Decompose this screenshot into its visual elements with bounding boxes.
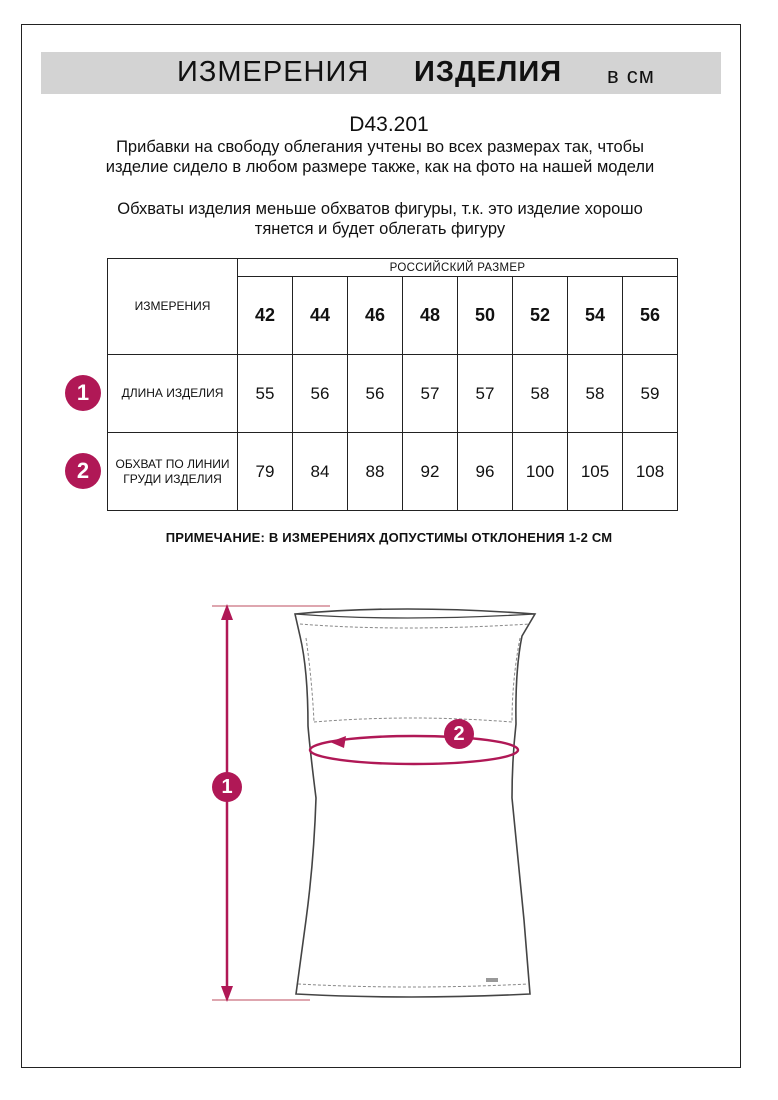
- value-cell: 88: [348, 433, 403, 511]
- size-cell: 56: [623, 277, 678, 355]
- value-cell: 92: [403, 433, 458, 511]
- value-cell: 56: [293, 355, 348, 433]
- size-cell: 42: [238, 277, 293, 355]
- row-label-chest: ОБХВАТ ПО ЛИНИИ ГРУДИ ИЗДЕЛИЯ: [108, 433, 238, 511]
- size-cell: 52: [513, 277, 568, 355]
- table-header-row: [108, 259, 678, 277]
- value-cell: 96: [458, 433, 513, 511]
- size-cell: 46: [348, 277, 403, 355]
- title-garment: ИЗДЕЛИЯ: [414, 56, 563, 88]
- value-cell: 84: [293, 433, 348, 511]
- chest-arrow-head: [330, 736, 346, 748]
- garment-outline: [295, 609, 535, 997]
- value-cell: 59: [623, 355, 678, 433]
- sleeveless-top-icon: [190, 590, 570, 1010]
- size-table: [107, 258, 678, 511]
- value-cell: 57: [458, 355, 513, 433]
- hem-stitch: [298, 984, 528, 987]
- value-cell: 58: [513, 355, 568, 433]
- value-cell: 105: [568, 433, 623, 511]
- article-number: D43.201: [349, 113, 429, 136]
- title-unit: в см: [607, 63, 655, 88]
- size-cell: 50: [458, 277, 513, 355]
- stretch-note: Обхваты изделия меньше обхватов фигуры, т.к. это изделие хорошо тянется и будет облегать фигуру: [117, 200, 643, 238]
- diagram-length-badge: 1: [212, 772, 242, 802]
- table-row: [108, 355, 678, 433]
- value-cell: 100: [513, 433, 568, 511]
- size-system-header: РОССИЙСКИЙ РАЗМЕР: [238, 259, 678, 277]
- neckline-stitch: [300, 624, 530, 628]
- diagram-chest-badge: 2: [444, 719, 474, 749]
- bust-seam-stitch: [314, 718, 512, 722]
- neckline: [295, 614, 535, 618]
- measure-header: ИЗМЕРЕНИЯ: [108, 259, 238, 355]
- tolerance-note: ПРИМЕЧАНИЕ: В ИЗМЕРЕНИЯХ ДОПУСТИМЫ ОТКЛОНЕНИЯ 1-2 СМ: [165, 530, 613, 545]
- value-cell: 56: [348, 355, 403, 433]
- size-cell: 48: [403, 277, 458, 355]
- title-measurements: ИЗМЕРЕНИЯ: [177, 56, 370, 88]
- value-cell: 57: [403, 355, 458, 433]
- row-label-length: ДЛИНА ИЗДЕЛИЯ: [108, 355, 238, 433]
- chest-marker-badge: 2: [65, 453, 101, 489]
- size-cell: 54: [568, 277, 623, 355]
- value-cell: 79: [238, 433, 293, 511]
- fit-note: Прибавки на свободу облегания учтены во всех размерах так, чтобы изделие сидело в любом размере также, как на фото на нашей модели: [105, 138, 655, 176]
- size-cell: 44: [293, 277, 348, 355]
- value-cell: 55: [238, 355, 293, 433]
- length-marker-badge: 1: [65, 375, 101, 411]
- value-cell: 108: [623, 433, 678, 511]
- brand-label: [486, 978, 498, 982]
- value-cell: 58: [568, 355, 623, 433]
- table-row: [108, 433, 678, 511]
